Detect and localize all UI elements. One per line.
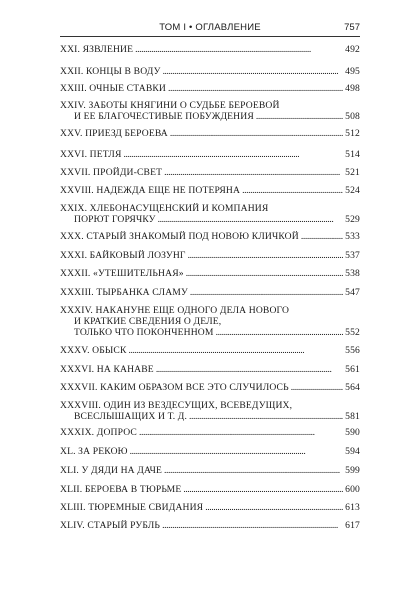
toc-entry-title: XLII. БЕРОЕВА В ТЮРЬМЕ xyxy=(60,484,182,495)
toc-entry xyxy=(60,345,360,356)
toc-entry xyxy=(60,167,360,178)
toc-entry-page: 514 xyxy=(345,149,360,160)
toc-entry-page: 556 xyxy=(345,345,360,356)
dot-leader xyxy=(188,250,344,261)
toc-entry-title: XXI. ЯЗВЛЕНИЕ xyxy=(60,44,134,55)
dot-leader xyxy=(190,287,343,298)
dot-leader xyxy=(124,149,344,160)
toc-entry-page: 617 xyxy=(345,520,360,531)
header-title: ТОМ I • ОГЛАВЛЕНИЕ xyxy=(159,22,261,33)
toc-entry xyxy=(60,382,360,393)
dot-leader xyxy=(186,268,343,279)
toc-entry-page: 498 xyxy=(345,83,360,94)
toc-entry xyxy=(60,66,360,77)
toc-entry-page: 599 xyxy=(345,465,360,476)
toc-entry-title: XXXII. «УТЕШИТЕЛЬНАЯ» xyxy=(60,268,184,279)
toc-entry-page: 590 xyxy=(345,427,360,438)
toc-entry xyxy=(60,100,360,122)
toc-entry-page: 561 xyxy=(345,364,360,375)
toc-entry-title: XXV. ПРИЕЗД БЕРОЕВА xyxy=(60,128,168,139)
dot-leader xyxy=(156,364,343,375)
toc-entry-page: 581 xyxy=(345,411,360,422)
toc-entry xyxy=(60,268,360,279)
dot-leader xyxy=(242,185,343,196)
dot-leader xyxy=(164,465,343,476)
toc-entry-title: И КРАТКИЕ СВЕДЕНИЯ О ДЕЛЕ, xyxy=(74,316,222,327)
dot-leader xyxy=(216,327,344,338)
toc-entry-title: XXIX. ХЛЕБОНАСУЩЕНСКИЙ И КОМПАНИЯ xyxy=(60,203,269,214)
toc-entry-page: 508 xyxy=(345,111,360,122)
toc-entry-title: XXXIII. ТЫРБАНКА СЛАМУ xyxy=(60,287,188,298)
toc-entry xyxy=(60,484,360,495)
toc-entry-title: XLI. У ДЯДИ НА ДАЧЕ xyxy=(60,465,162,476)
dot-leader xyxy=(205,502,343,513)
toc-entry-page: 533 xyxy=(345,231,360,242)
toc-entry-title: XL. ЗА РЕКОЮ xyxy=(60,446,128,457)
toc-entry xyxy=(60,502,360,513)
toc-entry xyxy=(60,446,360,457)
dot-leader xyxy=(183,484,343,495)
toc-entry xyxy=(60,287,360,298)
toc-entry-title: XXIII. ОЧНЫЕ СТАВКИ xyxy=(60,83,167,94)
toc-entry-page: 547 xyxy=(345,287,360,298)
toc-entry xyxy=(60,520,360,531)
toc-entry-page: 613 xyxy=(345,502,360,513)
dot-leader xyxy=(301,231,343,242)
toc-entry-title: И ЕЕ БЛАГОЧЕСТИВЫЕ ПОБУЖДЕНИЯ xyxy=(74,111,254,122)
toc-entry xyxy=(60,185,360,196)
dot-leader xyxy=(189,411,343,422)
dot-leader xyxy=(170,128,343,139)
toc-entry-page: 552 xyxy=(345,327,360,338)
toc-entry-page: 492 xyxy=(345,44,360,55)
toc-entry-page: 521 xyxy=(345,167,360,178)
dot-leader xyxy=(291,382,343,393)
dot-leader xyxy=(168,83,343,94)
toc-entry xyxy=(60,364,360,375)
toc-entry xyxy=(60,465,360,476)
toc-entry-page: 564 xyxy=(345,382,360,393)
toc-entry-page: 495 xyxy=(345,66,360,77)
toc-entry-title: XXXVII. КАКИМ ОБРАЗОМ ВСЕ ЭТО СЛУЧИЛОСЬ xyxy=(60,382,289,393)
dot-leader xyxy=(129,345,344,356)
running-header xyxy=(60,22,360,36)
toc-entry xyxy=(60,149,360,160)
dot-leader xyxy=(130,446,343,457)
toc-entry-title: XXXI. БАЙКОВЫЙ ЛОЗУНГ xyxy=(60,250,186,261)
toc-entry xyxy=(60,427,360,438)
toc-entry xyxy=(60,400,360,422)
toc-entry xyxy=(60,305,360,338)
dot-leader xyxy=(139,427,343,438)
toc-entry-title: ТОЛЬКО ЧТО ПОКОНЧЕННОМ xyxy=(74,327,214,338)
toc-entry-title: XLIV. СТАРЫЙ РУБЛЬ xyxy=(60,520,161,531)
toc-entry xyxy=(60,231,360,242)
toc-entry-page: 512 xyxy=(345,128,360,139)
toc-entry-page: 529 xyxy=(345,214,360,225)
dot-leader xyxy=(158,214,344,225)
toc-entry-page: 537 xyxy=(345,250,360,261)
dot-leader xyxy=(164,167,343,178)
dot-leader xyxy=(162,520,343,531)
toc-entry xyxy=(60,203,360,225)
toc-entry-title: XXXVIII. ОДИН ИЗ ВЕЗДЕСУЩИХ, ВСЕВЕДУЩИХ, xyxy=(60,400,293,411)
toc-entry-title: XXXIX. ДОПРОС xyxy=(60,427,137,438)
toc-entry-title: XXXVI. НА КАНАВЕ xyxy=(60,364,154,375)
toc-entry-page: 594 xyxy=(345,446,360,457)
toc-entry-title: XLIII. ТЮРЕМНЫЕ СВИДАНИЯ xyxy=(60,502,204,513)
toc-entry-title: XXIV. ЗАБОТЫ КНЯГИНИ О СУДЬБЕ БЕРОЕВОЙ xyxy=(60,100,280,111)
toc-entry-title: ВСЕСЛЫШАЩИХ И Т. Д. xyxy=(74,411,188,422)
header-rule xyxy=(60,36,360,37)
dot-leader xyxy=(135,44,343,55)
page-number: 757 xyxy=(344,22,360,33)
toc-entry-title: XXII. КОНЦЫ В ВОДУ xyxy=(60,66,161,77)
toc-entry-title: XXVI. ПЕТЛЯ xyxy=(60,149,122,160)
toc-entry-title: XXXV. ОБЫСК xyxy=(60,345,127,356)
dot-leader xyxy=(163,66,344,77)
toc-entry xyxy=(60,83,360,94)
toc-entry-title: XXVII. ПРОЙДИ-СВЕТ xyxy=(60,167,163,178)
toc-entry xyxy=(60,44,360,55)
toc-entry-page: 600 xyxy=(345,484,360,495)
toc-entry-title: XXVIII. НАДЕЖДА ЕЩЕ НЕ ПОТЕРЯНА xyxy=(60,185,241,196)
toc-entry-title: XXX. СТАРЫЙ ЗНАКОМЫЙ ПОД НОВОЮ КЛИЧКОЙ xyxy=(60,231,299,242)
toc-entry xyxy=(60,250,360,261)
dot-leader xyxy=(256,111,343,122)
toc-entry-page: 538 xyxy=(345,268,360,279)
toc-entry-page: 524 xyxy=(345,185,360,196)
toc-entry xyxy=(60,128,360,139)
toc-entry-title: XXXIV. НАКАНУНЕ ЕЩЕ ОДНОГО ДЕЛА НОВОГО xyxy=(60,305,290,316)
toc-entry-title: ПОРЮТ ГОРЯЧКУ xyxy=(74,214,156,225)
